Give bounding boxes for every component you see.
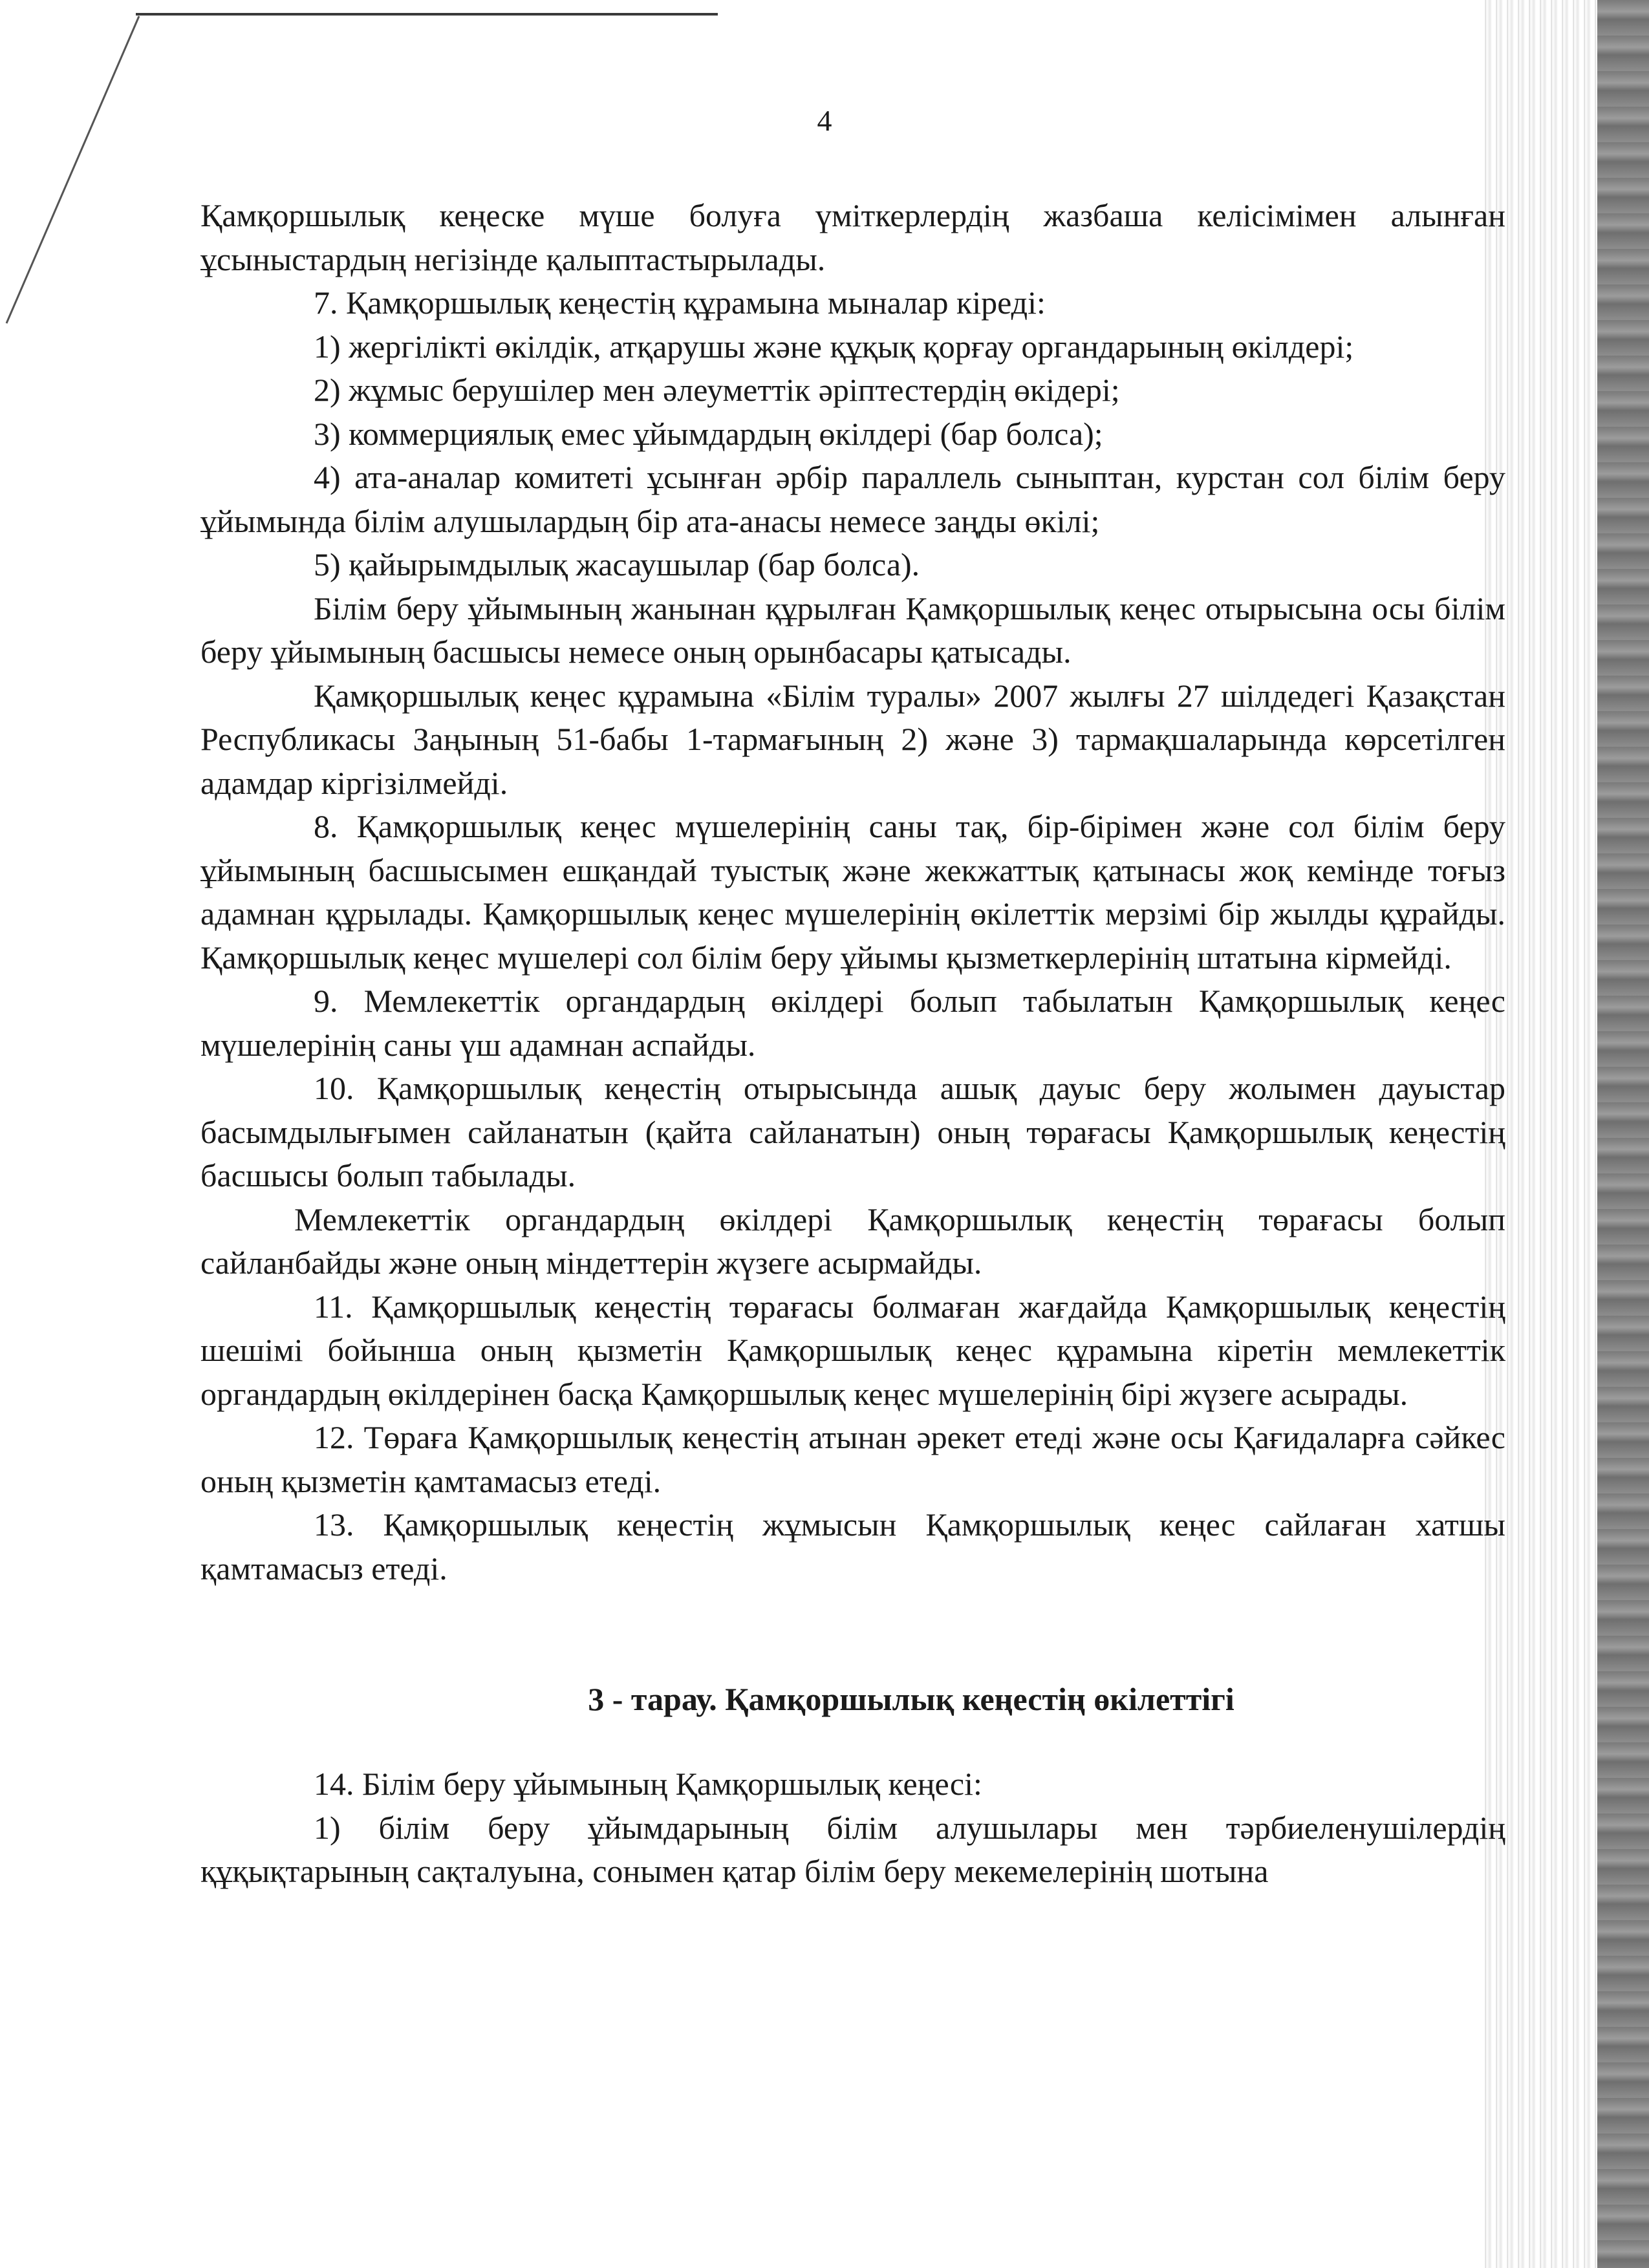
paragraph: 10. Қамқоршылық кеңестің отырысында ашық дауыс беру жолымен дауыстар басымдылығымен сайланатын (қайта сайланатын) оның төрағасы Қамқоршылық кеңестің басшысы болып табылады. (200, 1070, 1505, 1193)
scan-artifact-diagonal-line (0, 0, 168, 336)
scan-artifact-top-line (136, 13, 718, 16)
paragraph: 11. Қамқоршылық кеңестің төрағасы болмаған жағдайда Қамқоршылық кеңестің шешімі бойынша оның қызметін Қамқоршылық кеңес құрамына кіретін мемлекеттік органдардың өкілдерінен басқа Қамқоршылық кеңес мүшелерінің бірі жүзеге асырады. (200, 1288, 1505, 1412)
paragraph: 1) жергілікті өкілдік, атқарушы және құқық қорғау органдарының өкілдері; (314, 328, 1354, 365)
document-body (200, 194, 1505, 1894)
paragraph: Білім беру ұйымының жанынан құрылған Қамқоршылық кеңес отырысына осы білім беру ұйымының басшысы немесе оның орынбасары қатысады. (200, 590, 1505, 670)
paragraph: 2) жұмыс берушілер мен әлеуметтік әріптестердің өкідері; (314, 372, 1120, 408)
scan-artifact-right-border (1597, 0, 1649, 2268)
paragraph: 13. Қамқоршылық кеңестің жұмысын Қамқоршылық кеңес сайлаған хатшы қамтамасыз етеді. (200, 1506, 1505, 1587)
paragraph: 9. Мемлекеттік органдардың өкілдері болып табылатын Қамқоршылық кеңес мүшелерінің саны үш адамнан аспайды. (200, 983, 1505, 1063)
paragraph: 3) коммерциялық емес ұйымдардың өкілдері (бар болса); (314, 415, 1103, 452)
page-number: 4 (817, 104, 832, 137)
paragraphs-before-heading (200, 194, 1505, 1590)
paragraphs-after-heading (200, 1762, 1505, 1894)
paragraph: 14. Білім беру ұйымының Қамқоршылық кеңесі: (314, 1766, 982, 1802)
paragraph: 12. Төраға Қамқоршылық кеңестің атынан әрекет етеді және осы Қағидаларға сәйкес оның қызметін қамтамасыз етеді. (200, 1419, 1505, 1499)
paragraph: Мемлекеттік органдардың өкілдері Қамқоршылық кеңестің төрағасы болып сайланбайды және оның міндеттерін жүзеге асырмайды. (200, 1201, 1505, 1281)
paragraph: Қамқоршылық кеңеске мүше болуға үміткерлердің жазбаша келісімімен алынған ұсыныстардың негізінде қалыптастырылады. (200, 197, 1505, 277)
paragraph: 8. Қамқоршылық кеңес мүшелерінің саны тақ, бір-бірімен және сол білім беру ұйымының басшысымен ешқандай туыстық және жекжаттық қатынасы жоқ кемінде тоғыз адамнан құрылады. Қамқоршылық кеңес мүшелерінің өкілеттік мерзімі бір жылды құрайды. Қамқоршылық кеңес мүшелері сол білім беру ұйымы қызметкерлерінің штатына кірмейді. (200, 808, 1505, 976)
paragraph: 5) қайырымдылық жасаушылар (бар болса). (314, 546, 920, 583)
paragraph: 7. Қамқоршылық кеңестің құрамына мыналар кіреді: (314, 284, 1046, 321)
section-heading: 3 - тарау. Қамқоршылық кеңестің өкілеттігі (588, 1681, 1234, 1717)
paragraph: 1) білім беру ұйымдарының білім алушылары мен тәрбиеленушілердің құқықтарының сақталуына, сонымен қатар білім беру мекемелерінің шотына (200, 1809, 1505, 1889)
paragraph: 4) ата-аналар комитеті ұсынған әрбір параллель сыныптан, курстан сол білім беру ұйымында білім алушылардың бір ата-анасы немесе заңды өкілі; (200, 459, 1505, 539)
paragraph: Қамқоршылық кеңес құрамына «Білім туралы» 2007 жылғы 27 шілдедегі Қазақстан Республикасы Заңының 51-бабы 1-тармағының 2) және 3) тармақшаларында көрсетілген адамдар кіргізілмейді. (200, 677, 1505, 801)
